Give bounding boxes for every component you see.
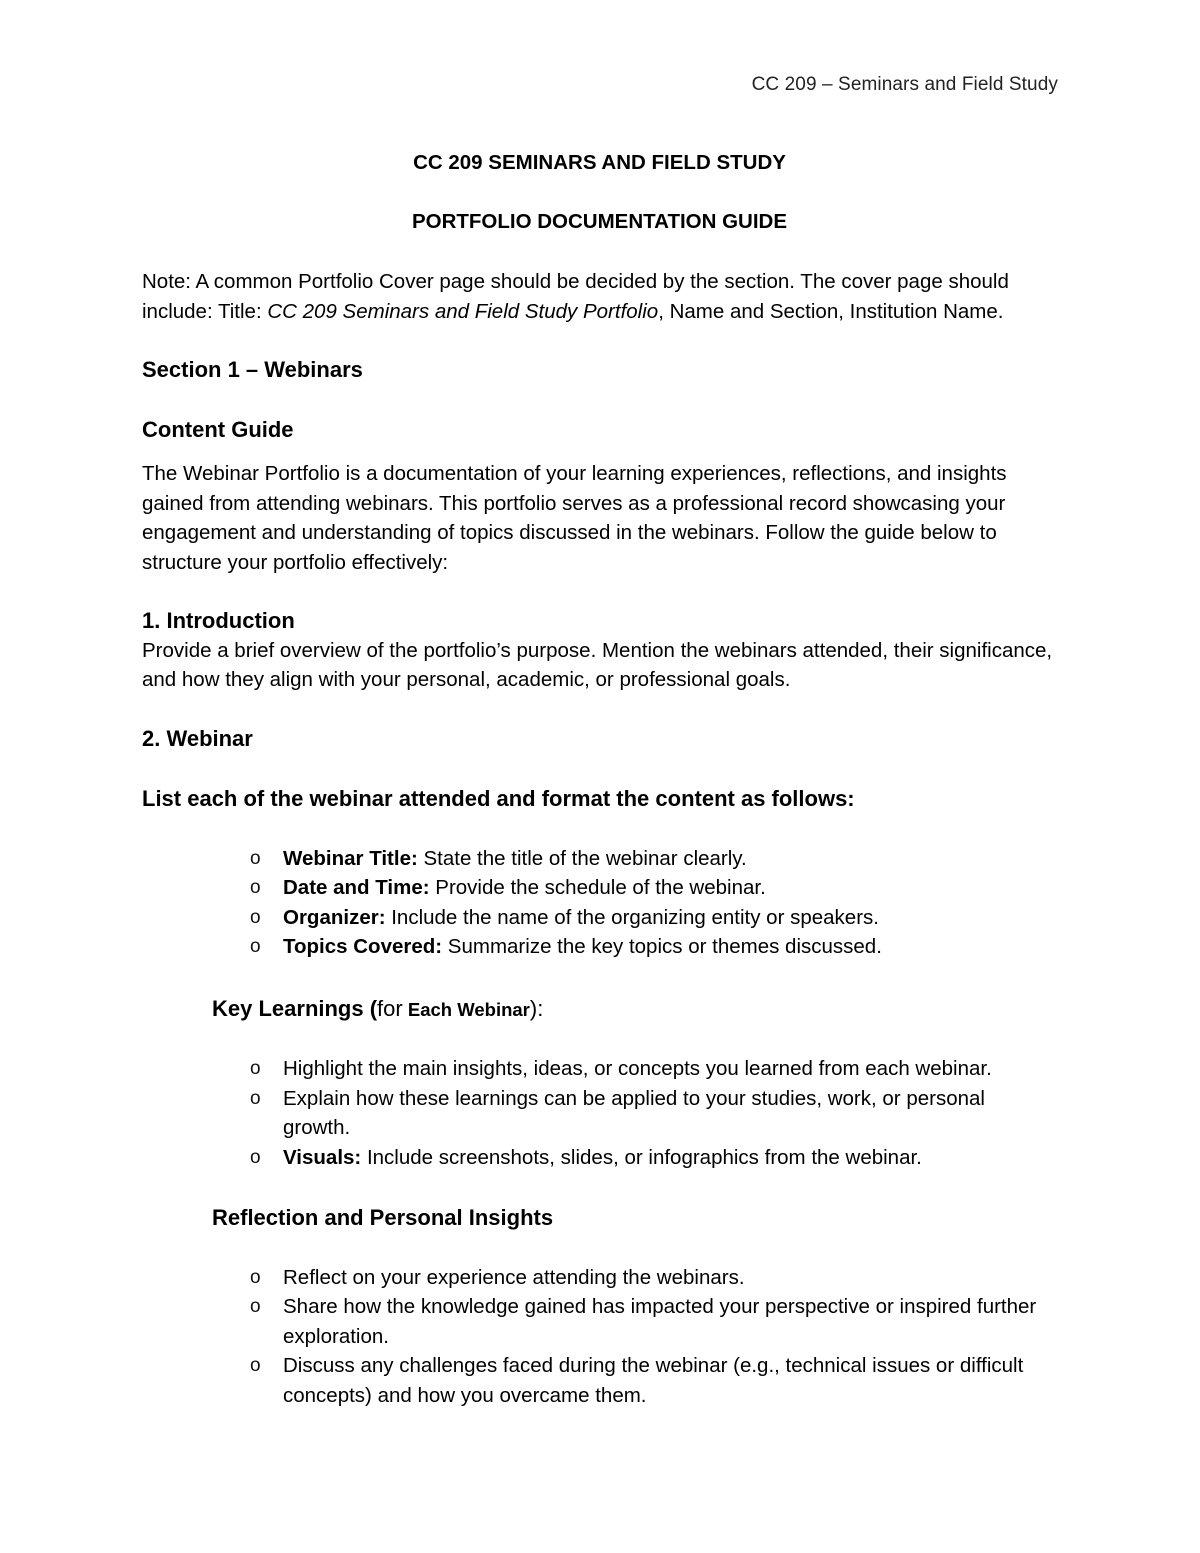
bullet-marker: o	[250, 1296, 261, 1317]
reflection-heading: Reflection and Personal Insights	[212, 1205, 554, 1230]
list-item-text: Highlight the main insights, ideas, or concepts you learned from each webinar.	[283, 1057, 992, 1080]
list-item-text: Summarize the key topics or themes discussed.	[442, 935, 882, 958]
bullet-marker: o	[250, 877, 261, 898]
list-item-text: Include screenshots, slides, or infographics from the webinar.	[361, 1145, 922, 1169]
list-item-text: State the title of the webinar clearly.	[417, 846, 747, 870]
webinar-format-list	[142, 844, 1057, 962]
content-guide-text: The Webinar Portfolio is a documentation of your learning experiences, reflections, and insights gained from attending webinars. This portfolio serves as a professional record showcasing your engagement and understanding of topics discussed in the webinars. Follow the guide below to structure your portfolio effectively:	[142, 462, 1007, 574]
bullet-marker: o	[250, 1146, 261, 1168]
key-learnings-heading: Key Learnings (for Each Webinar):	[212, 995, 544, 1021]
list-item-label: Organizer:	[283, 905, 386, 929]
webinar-list-heading: List each of the webinar attended and format the content as follows:	[142, 786, 855, 811]
cover-note-prefix: Note: A common Portfolio Cover page should be decided by the section. The cover page should include: Title:	[142, 270, 1009, 323]
webinar-heading: 2. Webinar	[142, 725, 253, 751]
cover-note-suffix: , Name and Section, Institution Name.	[658, 299, 1004, 323]
bullet-marker: o	[250, 906, 261, 928]
key-learnings-list	[142, 1054, 1057, 1172]
list-item	[250, 1351, 1057, 1410]
list-item	[250, 1084, 1057, 1143]
content-guide-heading: Content Guide	[142, 416, 294, 442]
bullet-marker: o	[250, 936, 261, 957]
list-item-label: Date and Time:	[283, 876, 430, 899]
reflection-list	[142, 1263, 1057, 1411]
list-item-text: Include the name of the organizing entity or speakers.	[385, 905, 879, 929]
section-1-heading: Section 1 – Webinars	[142, 357, 363, 382]
list-item-label: Topics Covered:	[283, 935, 443, 958]
document-body	[142, 148, 1057, 1410]
list-item	[250, 903, 1057, 933]
list-item-text: Explain how these learnings can be applied to your studies, work, or personal growth.	[283, 1086, 985, 1139]
bullet-marker: o	[250, 1355, 261, 1376]
list-item	[250, 1143, 1057, 1173]
bullet-marker: o	[250, 847, 261, 869]
list-item-label: Webinar Title:	[283, 846, 418, 870]
list-item-text: Discuss any challenges faced during the webinar (e.g., technical issues or difficult concepts) and how you overcame them.	[283, 1354, 1024, 1407]
introduction-heading: 1. Introduction	[142, 608, 295, 633]
cover-note-portfolio-title: CC 209 Seminars and Field Study Portfolio	[267, 299, 659, 323]
bullet-marker: o	[250, 1087, 261, 1109]
list-item	[250, 873, 1057, 903]
list-item	[250, 844, 1057, 874]
cover-note	[142, 267, 1057, 326]
running-header: CC 209 – Seminars and Field Study	[751, 74, 1058, 95]
list-item	[250, 1263, 1057, 1293]
document-subtitle: PORTFOLIO DOCUMENTATION GUIDE	[411, 209, 788, 233]
list-item-text: Provide the schedule of the webinar.	[429, 876, 766, 899]
list-item	[250, 1292, 1057, 1351]
bullet-marker: o	[250, 1058, 261, 1079]
list-item	[250, 932, 1057, 962]
document-title: CC 209 SEMINARS AND FIELD STUDY	[413, 151, 786, 174]
introduction-text: Provide a brief overview of the portfolio’s purpose. Mention the webinars attended, their significance, and how they align with your personal, academic, or professional goals.	[142, 638, 1053, 691]
list-item	[250, 1054, 1057, 1084]
list-item-label: Visuals:	[283, 1145, 362, 1169]
list-item-text: Share how the knowledge gained has impacted your perspective or inspired further exploration.	[283, 1295, 1037, 1348]
bullet-marker: o	[250, 1266, 261, 1288]
list-item-text: Reflect on your experience attending the webinars.	[283, 1265, 745, 1289]
